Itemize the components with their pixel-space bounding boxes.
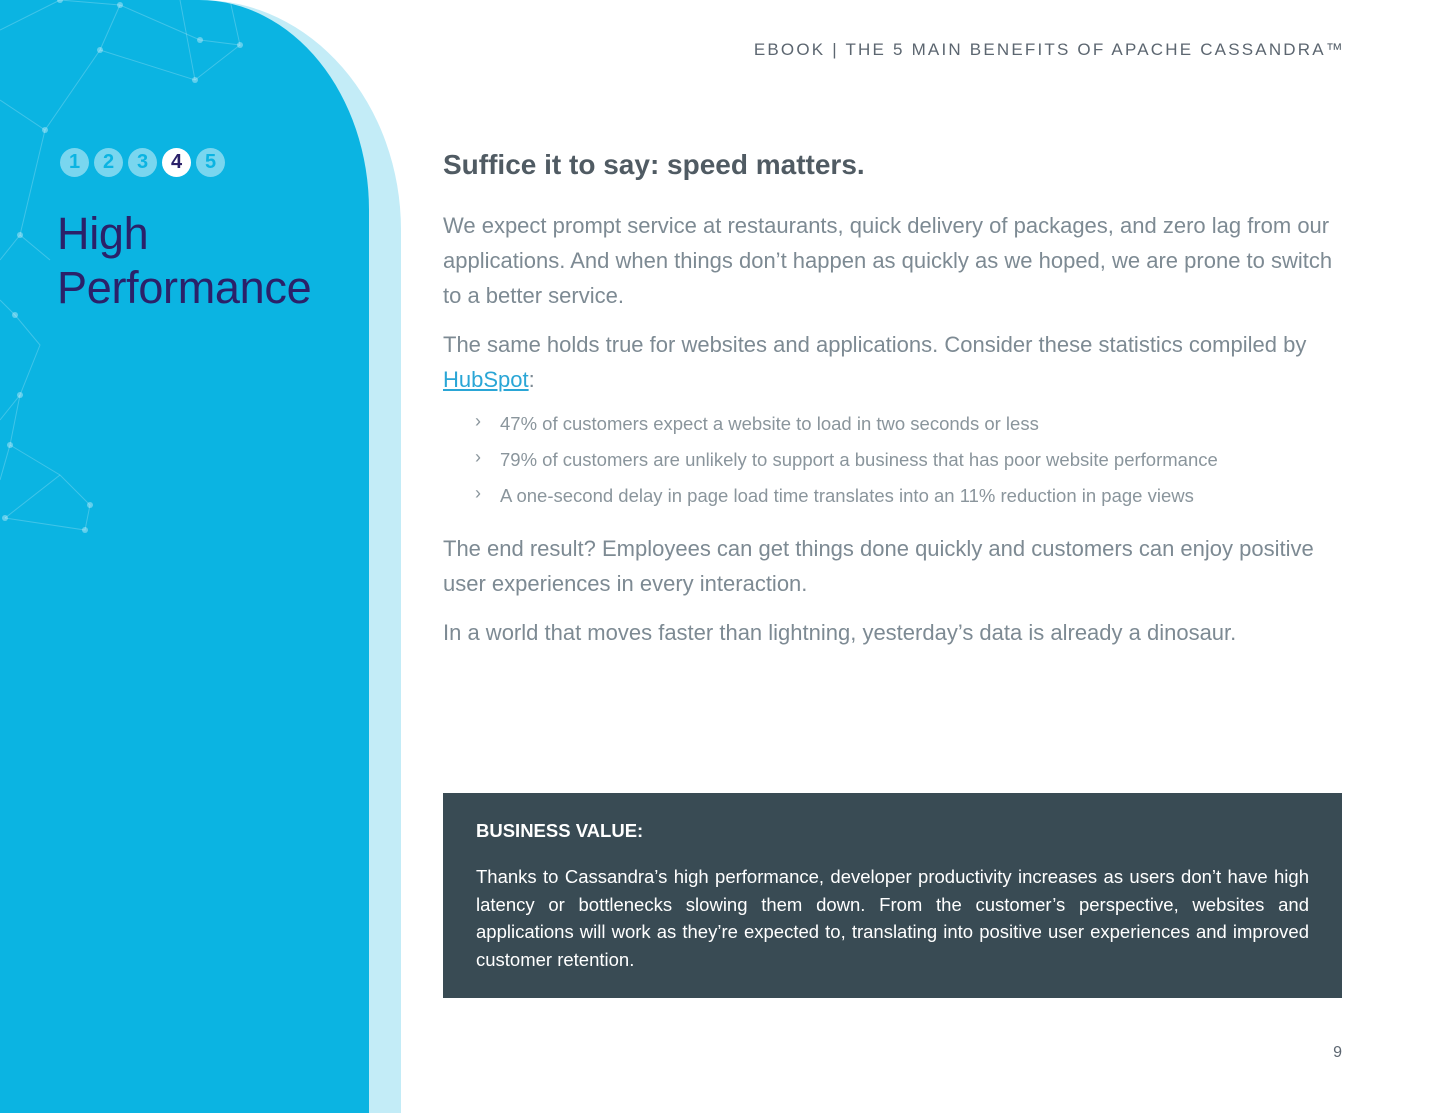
step-1-icon: 1 xyxy=(60,148,89,177)
paragraph-end-result: The end result? Employees can get things done quickly and customers can enjoy positive user experiences in every interaction. xyxy=(443,536,1314,596)
list-item-text: A one-second delay in page load time translates into an 11% reduction in page views xyxy=(500,485,1194,506)
section-title-line1: High xyxy=(57,208,149,259)
chevron-right-icon: › xyxy=(475,447,481,467)
statistics-list xyxy=(443,411,1343,519)
step-2-icon: 2 xyxy=(94,148,123,177)
hubspot-link[interactable]: HubSpot xyxy=(443,367,529,392)
step-5-icon: 5 xyxy=(196,148,225,177)
paragraph-statistics-text: The same holds true for websites and applications. Consider these statistics compiled by xyxy=(443,332,1307,357)
ebook-header: EBOOK | THE 5 MAIN BENEFITS OF APACHE CASSANDRA™ xyxy=(753,40,1345,59)
paragraph-statistics xyxy=(443,327,1343,397)
page-number: 9 xyxy=(1333,1044,1342,1061)
list-item-text: 47% of customers expect a website to load in two seconds or less xyxy=(500,413,1039,434)
chapter-step-indicator xyxy=(60,148,225,177)
section-title xyxy=(57,207,311,315)
list-item-text: 79% of customers are unlikely to support a business that has poor website performance xyxy=(500,449,1218,470)
content-subheading: Suffice it to say: speed matters. xyxy=(443,149,865,180)
section-title-line2: Performance xyxy=(57,262,312,313)
callout-body: Thanks to Cassandra’s high performance, developer productivity increases as users don’t have high latency or bottlenecks slowing them down. From the customer’s perspective, websites and applications will work as they’re expected to, translating into positive user experiences and improved customer retention. xyxy=(476,866,1309,970)
list-item xyxy=(475,483,1343,519)
paragraph-statistics-colon: : xyxy=(528,367,535,392)
business-value-callout xyxy=(443,793,1342,998)
chevron-right-icon: › xyxy=(475,483,481,503)
step-3-icon: 3 xyxy=(128,148,157,177)
list-item xyxy=(475,447,1343,483)
main-content xyxy=(443,146,1343,664)
list-item xyxy=(475,411,1343,447)
paragraph-intro: We expect prompt service at restaurants, quick delivery of packages, and zero lag from our applications. And when things don’t happen as quickly as we hoped, we are prone to switch to a better service. xyxy=(443,213,1333,308)
chevron-right-icon: › xyxy=(475,411,481,431)
callout-title: BUSINESS VALUE: xyxy=(476,820,644,841)
step-4-active-icon: 4 xyxy=(162,148,191,177)
paragraph-conclusion: In a world that moves faster than lightning, yesterday’s data is already a dinosaur. xyxy=(443,620,1237,645)
